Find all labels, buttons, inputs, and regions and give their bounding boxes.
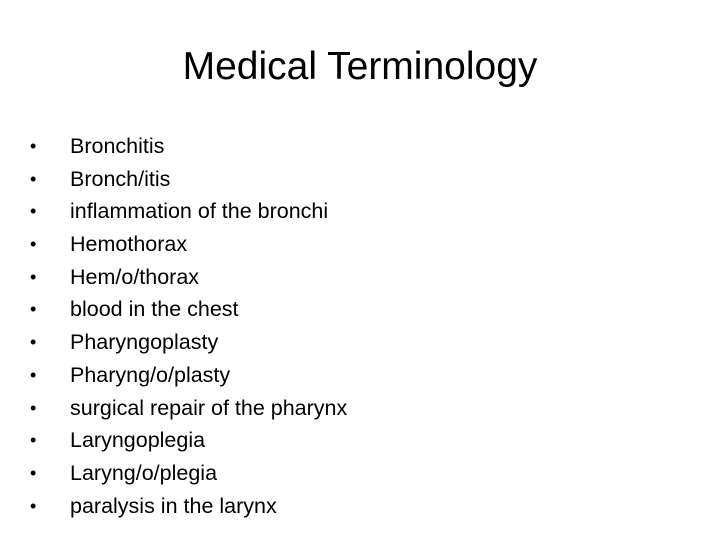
list-item xyxy=(30,195,347,228)
list-item xyxy=(30,424,347,457)
list-item xyxy=(30,163,347,196)
list-item-text: Bronch/itis xyxy=(70,166,171,191)
bullet-icon: • xyxy=(30,364,37,385)
list-item xyxy=(30,359,347,392)
slide-title: Medical Terminology xyxy=(182,45,538,88)
list-item xyxy=(30,130,347,163)
list-item-text: Pharyng/o/plasty xyxy=(70,362,231,387)
bullet-icon: • xyxy=(30,266,37,287)
list-item xyxy=(30,293,347,326)
list-item xyxy=(30,457,347,490)
list-item-text: Laryngoplegia xyxy=(70,428,206,453)
list-item-text: inflammation of the bronchi xyxy=(70,199,329,224)
bullet-icon: • xyxy=(30,462,37,483)
list-item xyxy=(30,261,347,294)
bullet-icon: • xyxy=(30,136,37,156)
bullet-icon: • xyxy=(30,299,37,320)
list-item-text: surgical repair of the pharynx xyxy=(70,395,348,420)
list-item-text: paralysis in the larynx xyxy=(70,493,277,518)
list-item xyxy=(30,228,347,261)
bullet-icon: • xyxy=(30,397,37,418)
bullet-icon: • xyxy=(30,168,37,189)
list-item-text: Laryng/o/plegia xyxy=(70,460,218,485)
list-item-text: Pharyngoplasty xyxy=(70,330,219,355)
bullet-icon: • xyxy=(30,201,37,222)
list-item xyxy=(30,490,347,523)
list-item xyxy=(30,392,347,425)
list-item xyxy=(30,326,347,359)
bullet-icon: • xyxy=(30,234,37,255)
list-item-text: Hemothorax xyxy=(70,232,188,257)
list-item-text: blood in the chest xyxy=(70,297,239,322)
bullet-icon: • xyxy=(30,430,37,451)
bullet-icon: • xyxy=(30,495,37,516)
bullet-icon: • xyxy=(30,332,37,353)
list-item-text: Bronchitis xyxy=(70,134,165,158)
bullet-list xyxy=(30,130,347,522)
list-item-text: Hem/o/thorax xyxy=(70,264,200,289)
